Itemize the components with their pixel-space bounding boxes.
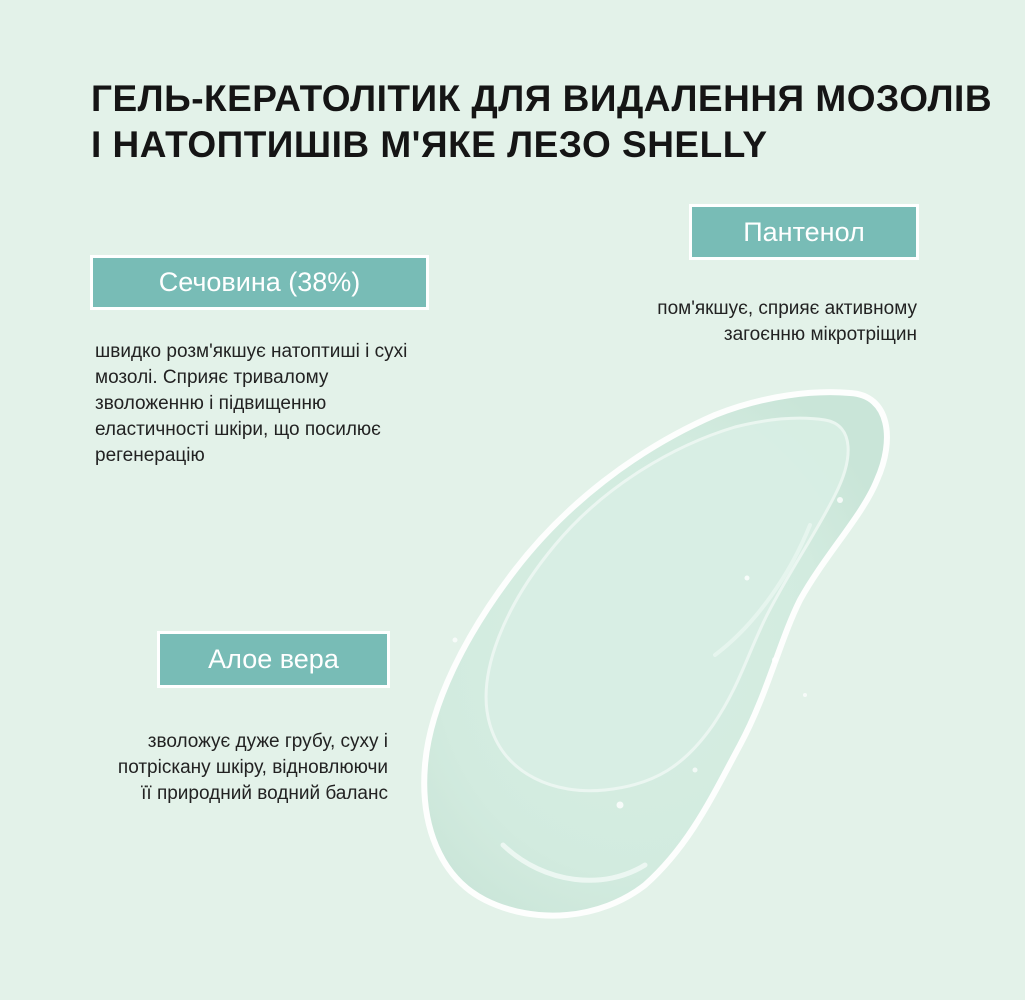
ingredient-description-panthenol	[657, 296, 917, 348]
description-line: регенерацію	[95, 445, 205, 466]
ingredient-description-aloe-vera	[118, 729, 388, 807]
ingredient-tag-urea: Сечовина (38%)	[93, 258, 426, 307]
description-line: її природний водний баланс	[141, 783, 388, 804]
description-line: зволоженню і підвищенню	[95, 393, 327, 414]
title-line-1: ГЕЛЬ-КЕРАТОЛІТИК ДЛЯ ВИДАЛЕННЯ МОЗОЛІВ	[91, 78, 993, 119]
description-line: пом'якшує, сприяє активному	[657, 298, 917, 319]
description-line: швидко розм'якшує натоптиші і сухі	[95, 341, 408, 362]
page-title	[91, 76, 991, 168]
gel-swatch-image	[395, 365, 915, 925]
description-line: потріскану шкіру, відновлюючи	[117, 757, 388, 778]
description-line: зволожує дуже грубу, суху і	[147, 731, 388, 752]
ingredient-tag-panthenol: Пантенол	[692, 207, 916, 257]
description-line: загоєнню мікротріщин	[723, 324, 917, 345]
description-line: мозолі. Сприяє тривалому	[95, 367, 329, 388]
description-line: еластичності шкіри, що посилює	[95, 419, 381, 440]
ingredient-description-urea	[95, 339, 407, 469]
title-line-2: І НАТОПТИШІВ М'ЯКЕ ЛЕЗО SHELLY	[91, 124, 768, 165]
ingredient-tag-aloe-vera: Алое вера	[160, 634, 387, 685]
